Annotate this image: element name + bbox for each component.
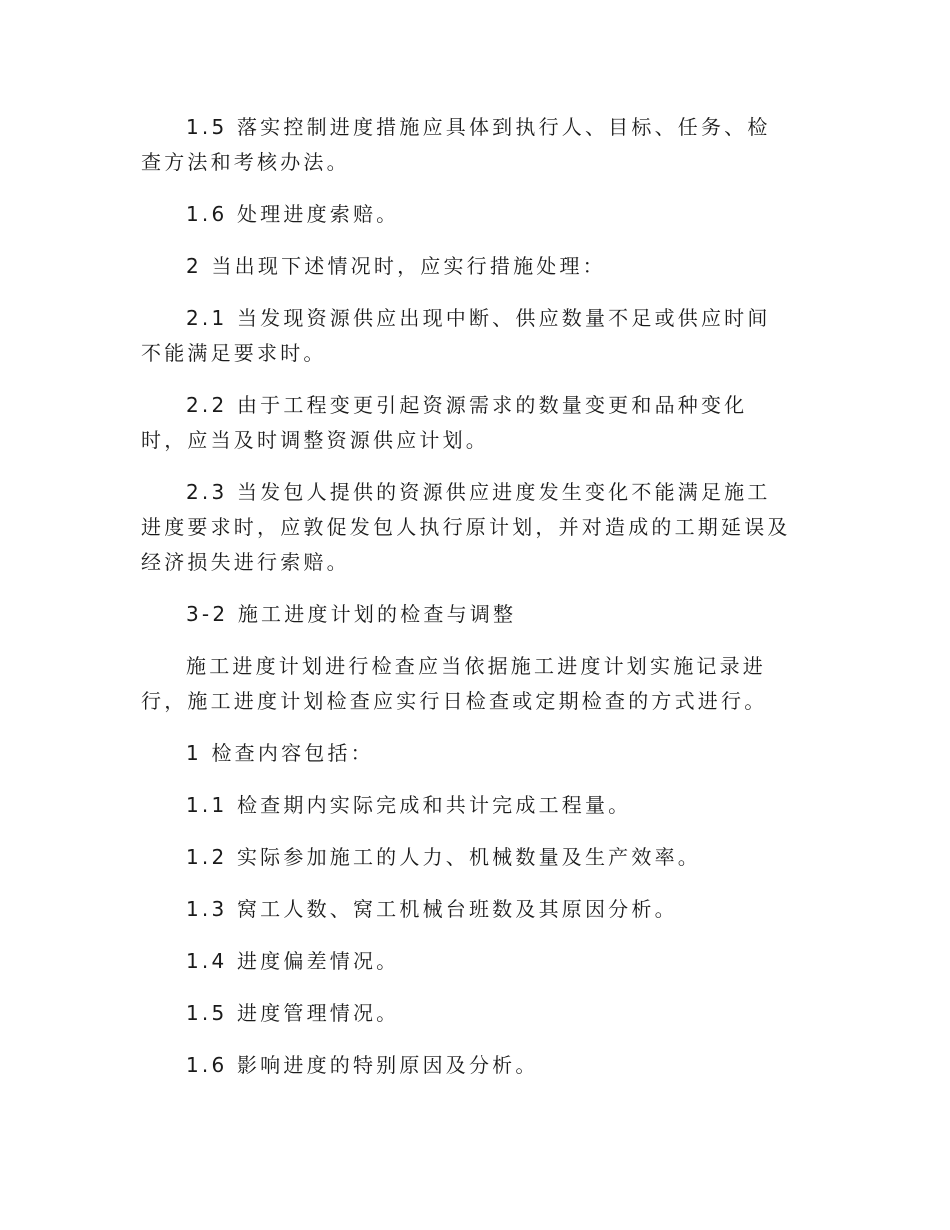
paragraph: 1.1 检查期内实际完成和共计完成工程量。 bbox=[186, 793, 632, 817]
paragraph: 1.4 进度偏差情况。 bbox=[186, 949, 400, 973]
paragraph: 施工进度计划进行检查应当依据施工进度计划实施记录进行，施工进度计划检查应实行日检查或定期检查的方式进行。 bbox=[141, 654, 768, 713]
paragraph: 1.5 进度管理情况。 bbox=[186, 1001, 400, 1025]
paragraph: 1.5 落实控制进度措施应具体到执行人、目标、任务、检查方法和考核办法。 bbox=[141, 115, 771, 174]
paragraph: 1.2 实际参加施工的人力、机械数量及生产效率。 bbox=[186, 845, 701, 869]
paragraph: 2.3 当发包人提供的资源供应进度发生变化不能满足施工进度要求时，应敦促发包人执行原计划，并对造成的工期延误及经济损失进行索赔。 bbox=[141, 480, 791, 574]
paragraph: 1.6 影响进度的特别原因及分析。 bbox=[186, 1053, 539, 1077]
paragraph: 2 当出现下述情况时，应实行措施处理： bbox=[186, 254, 606, 278]
paragraph: 1 检查内容包括： bbox=[186, 741, 374, 765]
document-body bbox=[141, 110, 793, 1100]
paragraph: 2.1 当发现资源供应出现中断、供应数量不足或供应时间不能满足要求时。 bbox=[141, 306, 771, 365]
paragraph: 2.2 由于工程变更引起资源需求的数量变更和品种变化时，应当及时调整资源供应计划。 bbox=[141, 393, 748, 452]
section-heading: 3-2 施工进度计划的检查与调整 bbox=[186, 602, 517, 626]
paragraph: 1.6 处理进度索赔。 bbox=[186, 202, 400, 226]
paragraph: 1.3 窝工人数、窝工机械台班数及其原因分析。 bbox=[186, 897, 678, 921]
